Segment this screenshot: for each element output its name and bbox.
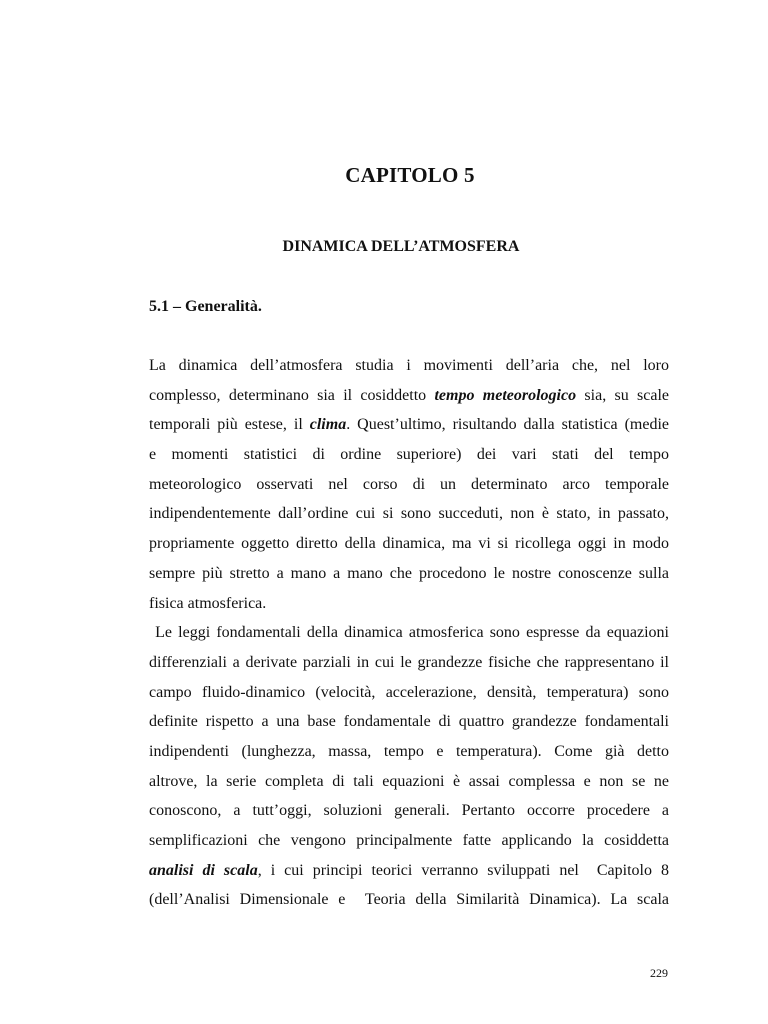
- body-text: [149, 351, 669, 915]
- body-line: definite rispetto a una base fondamentale di quattro grandezze fondamentali: [149, 713, 669, 731]
- emphasis-term: tempo meteorologico: [434, 386, 577, 404]
- body-line: Le leggi fondamentali della dinamica atmosferica sono espresse da equazioni: [149, 624, 669, 642]
- body-line-part: sia, su scale: [576, 386, 670, 404]
- body-line: semplificazioni che vengono principalmente fatte applicando la cosiddetta: [149, 832, 669, 849]
- body-line: campo fluido-dinamico (velocità, accelerazione, densità, temperatura) sono: [149, 683, 669, 701]
- body-line: indipendentemente dall’ordine cui si sono succeduti, non è stato, in passato,: [149, 505, 669, 523]
- body-line-part: temporali più estese, il: [149, 416, 310, 434]
- body-line: [149, 856, 669, 886]
- chapter-subtitle: DINAMICA DELL’ATMOSFERA: [282, 238, 520, 255]
- body-line: [149, 381, 669, 411]
- body-line: differenziali a derivate parziali in cui le grandezze fisiche che rappresentano il: [149, 653, 669, 671]
- body-line: propriamente oggetto diretto della dinamica, ma vi si ricollega oggi in modo: [149, 535, 669, 553]
- emphasis-term: analisi di scala: [149, 861, 258, 879]
- emphasis-term: clima: [309, 416, 347, 434]
- body-line-part: . Quest’ultimo, risultando dalla statistica (medie: [346, 416, 669, 434]
- body-line-part: complesso, determinano sia il cosiddetto: [149, 386, 435, 404]
- body-line: indipendenti (lunghezza, massa, tempo e temperatura). Come già detto: [149, 742, 669, 760]
- body-line: e momenti statistici di ordine superiore) dei vari stati del tempo: [149, 446, 669, 464]
- body-line: La dinamica dell’atmosfera studia i movimenti dell’aria che, nel loro: [149, 357, 669, 374]
- body-line: fisica atmosferica.: [149, 594, 267, 612]
- body-line-part: , i cui principi teorici verranno sviluppati nel Capitolo 8: [257, 861, 670, 879]
- body-line: altrove, la serie completa di tali equazioni è assai complessa e non se ne: [149, 772, 669, 790]
- body-line: [149, 410, 669, 440]
- section-heading: 5.1 – Generalità.: [149, 298, 262, 315]
- body-line: sempre più stretto a mano a mano che procedono le nostre conoscenze sulla: [149, 564, 669, 582]
- body-line: meteorologico osservati nel corso di un determinato arco temporale: [149, 475, 669, 493]
- chapter-title: CAPITOLO 5: [345, 163, 475, 187]
- body-line: conoscono, a tutt’oggi, soluzioni generali. Pertanto occorre procedere a: [149, 802, 669, 820]
- body-line: (dell’Analisi Dimensionale e Teoria della Similarità Dinamica). La scala: [149, 891, 669, 909]
- page-number: 229: [650, 966, 668, 980]
